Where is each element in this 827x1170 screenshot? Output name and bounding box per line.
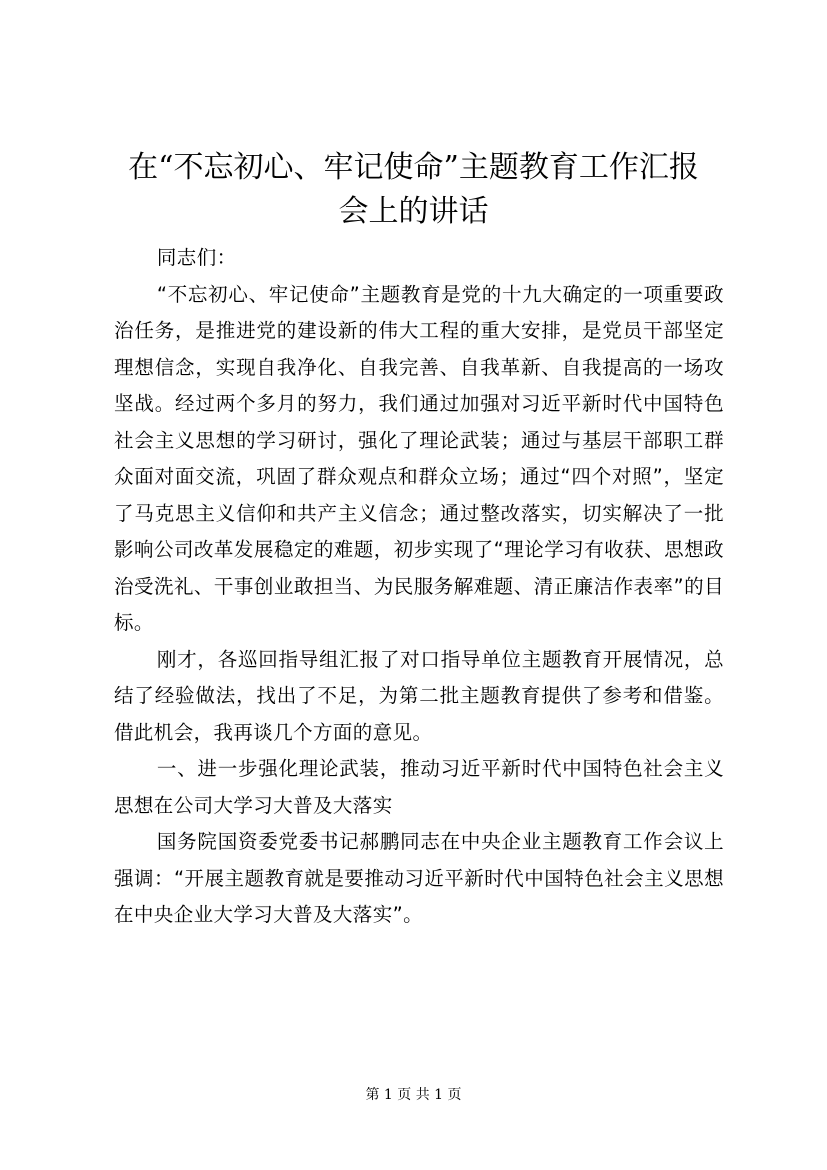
salutation: 同志们： — [156, 246, 237, 269]
title-line-2: 会上的讲话 — [338, 194, 489, 229]
page-title — [100, 146, 727, 234]
body-paragraph: 刚才，各巡回指导组汇报了对口指导单位主题教育开展情况，总结了经验做法，找出了不足，为第二批主题教育提供了参考和借鉴。借此机会，我再谈几个方面的意见。 — [114, 647, 724, 744]
section-heading: 一、进一步强化理论武装，推动习近平新时代中国特色社会主义思想在公司大学习大普及大落实 — [114, 757, 724, 817]
document-body — [114, 240, 724, 934]
body-paragraph: “不忘初心、牢记使命”主题教育是党的十九大确定的一项重要政治任务，是推进党的建设新的伟大工程的重大安排，是党员干部坚定理想信念，实现自我净化、自我完善、自我革新、自我提高的一场攻坚战。经过两个多月的努力，我们通过加强对习近平新时代中国特色社会主义思想的学习研讨，强化了理论武装；通过与基层干部职工群众面对面交流，巩固了群众观点和群众立场；通过“四个对照”，坚定了马克思主义信仰和共产主义信念；通过整改落实，切实解决了一批影响公司改革发展稳定的难题，初步实现了“理论学习有收获、思想政治受洗礼、干事创业敢担当、为民服务解难题、清正廉洁作表率”的目标。 — [114, 282, 724, 634]
page-footer: 第 1 页 共 1 页 — [365, 1087, 462, 1103]
body-paragraph: 国务院国资委党委书记郝鹏同志在中央企业主题教育工作会议上强调：“开展主题教育就是要推动习近平新时代中国特色社会主义思想在中央企业大学习大普及大落实”。 — [114, 830, 724, 926]
title-line-1: 在“不忘初心、牢记使命”主题教育工作汇报 — [128, 150, 699, 185]
